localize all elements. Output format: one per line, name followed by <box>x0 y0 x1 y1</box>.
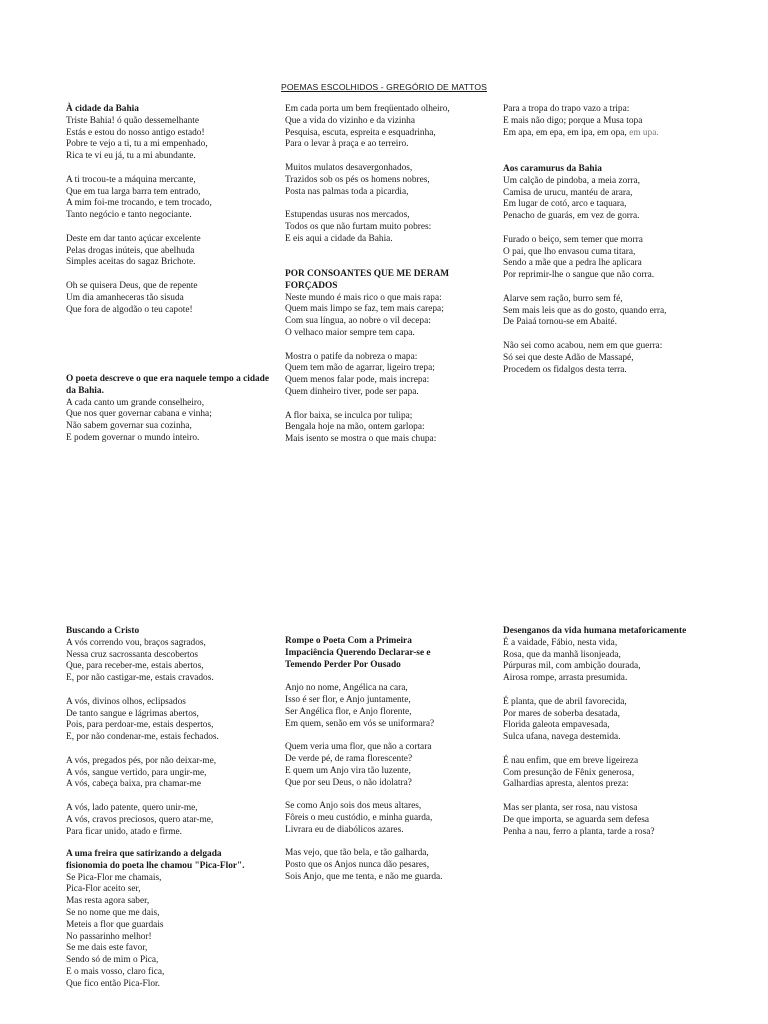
poem-pica-flor <box>66 849 252 991</box>
stanza: Triste Bahia! ó quão dessemelhante Estás e estou do nosso antigo estado! Pobre te vejo a ti, tu a mi empenhado, Rica te vi eu já, tu a mi abundante. <box>66 115 208 162</box>
verse-text-faded: em upa. <box>629 127 659 138</box>
poem-title: Rompe o Poeta Com a Primeira Impaciência Querendo Declarar-se e Temendo Perder Por Ousado <box>285 636 431 670</box>
poem-naquele-tempo <box>66 374 274 445</box>
stanza: Se Pica-Flor me chamais, Pica-Flor aceito ser, Mas resta agora saber, Se no nome que me dais, Meteis a flor que guardais No passarinho melhor! Se me dais este favor, Sendo só de mim o Pica, E o mais vosso, claro fica, Que fico então Pica-Flor. <box>66 872 165 989</box>
stanza: Em cada porta um bem freqüentado olheiro, Que a vida do vizinho e da vizinha Pesquisa, escuta, espreita e esquadrinha, Para o levar à praça e ao terreiro. <box>285 104 450 150</box>
poem-title: O poeta descreve o que era naquele tempo a cidade da Bahia. <box>66 374 270 396</box>
stanza: Mostra o patife da nobreza o mapa: Quem tem mão de agarrar, ligeiro trepa; Quem menos falar pode, mais increpa: Quem dinheiro tiver, pode ser papa. <box>285 351 435 397</box>
verse-line: E mais não digo; porque a Musa topa <box>503 115 643 126</box>
poem-cidade-da-bahia <box>66 104 274 316</box>
page-title: POEMAS ESCOLHIDOS - GREGÓRIO DE MATTOS <box>281 82 487 92</box>
stanza: A vós, pregados pés, por não deixar-me, A vós, sangue vertido, para ungir-me, A vós, cabeça baixa, pra chamar-me <box>66 755 217 790</box>
stanza: A cada canto um grande conselheiro, Que nos quer governar cabana e vinha; Não sabem governar sua cozinha, E podem governar o mundo inteiro. <box>66 397 212 443</box>
poem-angelica <box>285 636 461 884</box>
poem-por-consoantes <box>285 269 493 446</box>
stanza: Alarve sem ração, burro sem fé, Sem mais leis que as do gosto, quando erra, De Paiaá tornou-se em Abaité. <box>503 293 667 328</box>
stanza: Estupendas usuras nos mercados, Todos os que não furtam muito pobres: E eis aqui a cidade da Bahia. <box>285 210 432 244</box>
verse-text: Em apa, em epa, em ipa, em opa, <box>503 127 630 138</box>
stanza: Um calção de pindoba, a meia zorra, Camisa de urucu, mantéu de arara, Em lugar de cotó, arco e taquara, Penacho de guarás, em vez de gorra. <box>503 175 640 222</box>
stanza: Anjo no nome, Angélica na cara, Isso é ser flor, e Anjo juntamente, Ser Angélica flor, e Anjo florente, Em quem, senão em vós se uniformara? <box>285 683 435 729</box>
stanza: A vós correndo vou, braços sagrados, Nessa cruz sacrossanta descobertos Que, para receber-me, estais abertos, E, por não castigar-me, estais cravados. <box>66 637 214 684</box>
poem-por-consoantes-continued <box>503 104 711 139</box>
stanza: Furado o beiço, sem temer que morra O pai, que lho envasou cuma titara, Sendo a mãe que a pedra lhe aplicara Por reprimir-lhe o sangue que não corra. <box>503 234 655 281</box>
stanza: A vós, divinos olhos, eclipsados De tanto sangue e lágrimas abertos, Pois, para perdoar-me, estais despertos, E, por não condenar-me, estais fechados. <box>66 696 219 743</box>
stanza: A ti trocou-te a máquina mercante, Que em tua larga barra tem entrado, A mim foi-me trocando, e tem trocado, Tanto negócio e tanto negociante. <box>66 174 212 221</box>
stanza: Deste em dar tanto açúcar excelente Pelas drogas inúteis, que abelhuda Simples aceitas do sagaz Brichote. <box>66 233 201 268</box>
stanza: Mas vejo, que tão bela, e tão galharda, Posto que os Anjos nunca dão pesares, Sois Anjo, que me tenta, e não me guarda. <box>285 848 443 882</box>
stanza: É nau enfim, que em breve ligeireza Com presunção de Fênix generosa, Galhardias apresta, alentos preza: <box>503 755 639 790</box>
stanza: Mas ser planta, ser rosa, nau vistosa De que importa, se aguarda sem defesa Penha a nau, ferro a planta, tarde a rosa? <box>503 802 655 837</box>
stanza: A vós, lado patente, quero unir-me, A vós, cravos preciosos, quero atar-me, Para ficar unido, atado e firme. <box>66 802 214 837</box>
stanza: Neste mundo é mais rico o que mais rapa: Quem mais limpo se faz, tem mais carepa; Com sua língua, ao nobre o vil decepa: O velhaco maior sempre tem capa. <box>285 292 444 338</box>
poem-desenganos <box>503 626 693 838</box>
verse-line: Para a tropa do trapo vazo a tripa: <box>503 104 630 114</box>
stanza: É planta, que de abril favorecida, Por mares de soberba desatada, Florida galeota empavesada, Sulca ufana, navega destemida. <box>503 696 627 743</box>
stanza: Se como Anjo sois dos meus altares, Fôreis o meu custódio, e minha guarda, Livrara eu de diabólicos azares. <box>285 801 433 835</box>
poem-title: À cidade da Bahia <box>66 104 139 114</box>
stanza: A flor baixa, se inculca por tulipa; Bengala hoje na mão, ontem garlopa: Mais isento se mostra o que mais chupa: <box>285 410 437 445</box>
stanza: Oh se quisera Deus, que de repente Um dia amanheceras tão sisuda Que fora de algodão o teu capote! <box>66 280 198 315</box>
poem-title: A uma freira que satirizando a delgada fisionomia do poeta lhe chamou "Pica-Flor". <box>66 849 245 871</box>
stanza: Quem veria uma flor, que não a cortara De verde pé, de rama florescente? E quem um Anjo vira tão luzente, Que por seu Deus, o não idolatra? <box>285 742 432 788</box>
poem-buscando-a-cristo <box>66 626 274 838</box>
poem-title: POR CONSOANTES QUE ME DERAM FORÇADOS <box>285 269 450 291</box>
stanza: Muitos mulatos desavergonhados, Trazidos sob os pés os homens nobres, Posta nas palmas toda a picardia, <box>285 162 430 197</box>
stanza: Não sei como acabou, nem em que guerra: Só sei que deste Adão de Massapé, Procedem os fidalgos desta terra. <box>503 340 663 375</box>
poem-title: Aos caramurus da Bahia <box>503 164 602 174</box>
poem-title: Buscando a Cristo <box>66 626 140 636</box>
verse-line <box>503 128 711 140</box>
stanza: É a vaidade, Fábio, nesta vida, Rosa, que da manhã lisonjeada, Púrpuras mil, com ambição dourada, Airosa rompe, arrasta presumida. <box>503 637 641 684</box>
poem-naquele-tempo-continued <box>285 104 493 246</box>
poem-caramurus <box>503 164 711 376</box>
poem-title: Desenganos da vida humana metaforicamente <box>503 626 687 636</box>
